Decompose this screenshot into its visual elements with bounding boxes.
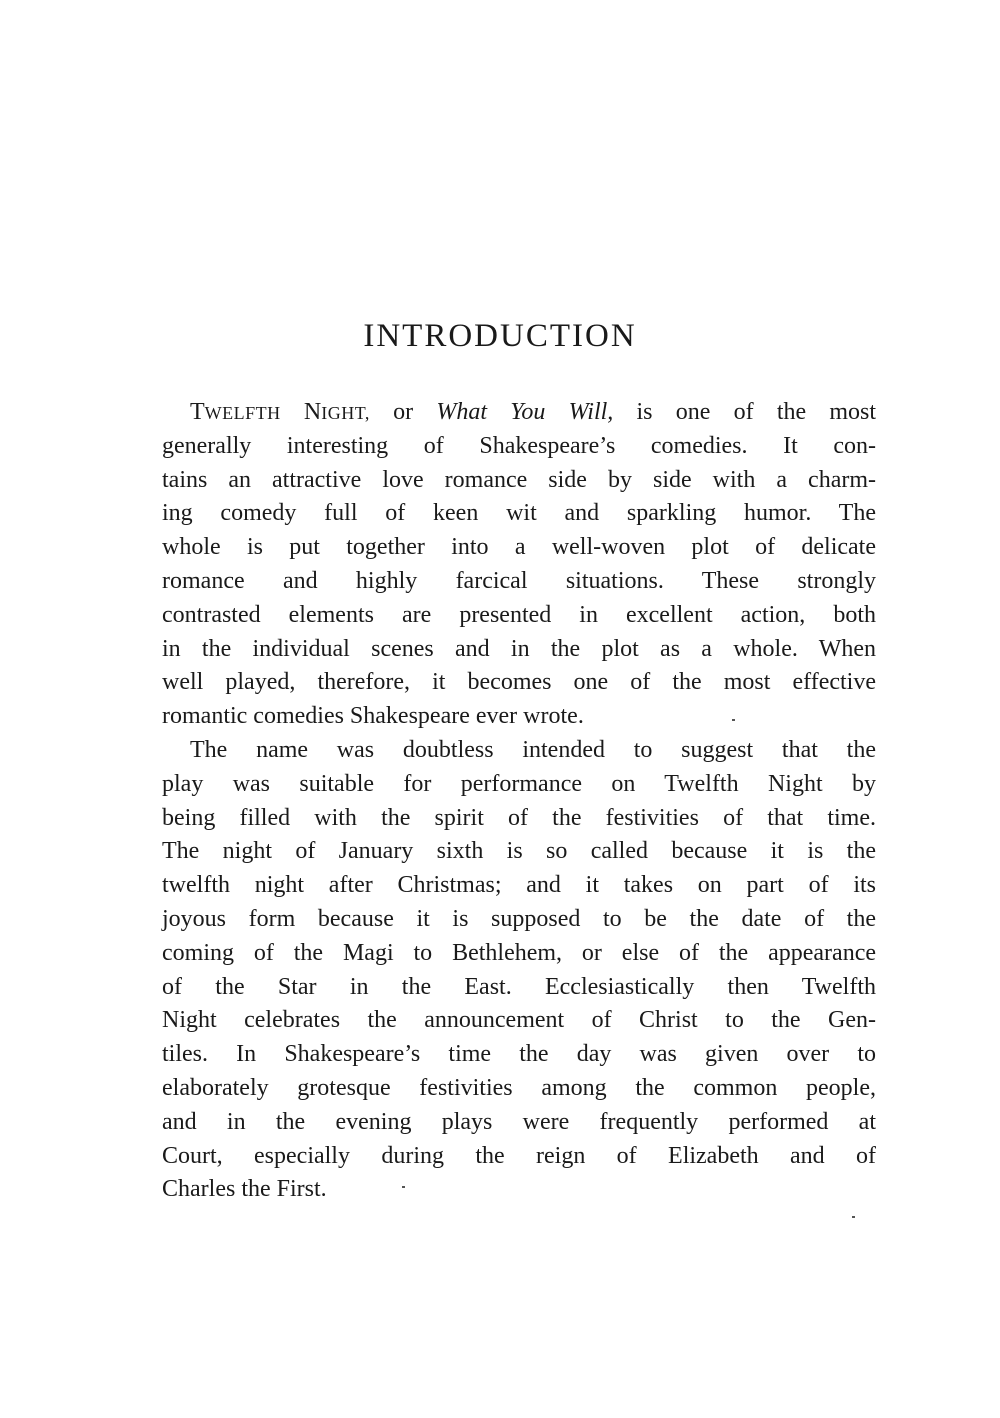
introduction-body [162, 396, 876, 1207]
title-small-caps-welfth: WELFTH [204, 403, 281, 423]
text-line: tiles. In Shakespeare’s time the day was given over to [162, 1041, 876, 1068]
paragraph-2 [162, 734, 876, 1207]
text-line: being filled with the spirit of the festivities of that time. [162, 804, 876, 831]
text-line: and in the evening plays were frequently performed at [162, 1108, 876, 1135]
text-line: The night of January sixth is so called because it is the [162, 838, 876, 865]
title-small-caps-ight: IGHT, [321, 403, 370, 423]
print-speck [852, 1216, 855, 1218]
text-line: in the individual scenes and in the plot as a whole. When [162, 635, 876, 662]
text-line: elaborately grotesque festivities among the common people, [162, 1074, 876, 1101]
text-line: twelfth night after Christmas; and it takes on part of its [162, 872, 876, 899]
paragraph-1-line-1 [162, 396, 876, 430]
text-line: ing comedy full of keen wit and sparkling humor. The [162, 500, 876, 527]
text-line: of the Star in the East. Ecclesiastically then Twelfth [162, 973, 876, 1000]
text-line: The name was doubtless intended to suggest that the [190, 736, 876, 763]
page-heading: INTRODUCTION [363, 318, 637, 354]
text-line: contrasted elements are presented in excellent action, both [162, 601, 876, 628]
play-subtitle: What You Will, [436, 399, 614, 425]
text-line: romantic comedies Shakespeare ever wrote. [162, 703, 584, 730]
print-speck [732, 719, 735, 721]
text-line: play was suitable for performance on Twelfth Night by [162, 770, 876, 797]
title-initial-t: T [190, 399, 205, 425]
paragraph-1 [162, 396, 876, 734]
text-line: Court, especially during the reign of Elizabeth and of [162, 1142, 876, 1169]
text-line: whole is put together into a well-woven plot of delicate [162, 534, 876, 561]
text-line: Night celebrates the announcement of Christ to the Gen- [162, 1007, 876, 1034]
print-speck [402, 1186, 405, 1188]
text-line: tains an attractive love romance side by side with a charm- [162, 466, 876, 493]
text-line: joyous form because it is supposed to be the date of the [162, 905, 876, 932]
line-1-rest: is one of the most [636, 399, 877, 425]
or-word: or [393, 399, 414, 425]
text-line: romance and highly farcical situations. These strongly [162, 567, 876, 594]
text-line: well played, therefore, it becomes one of the most effective [162, 669, 876, 696]
text-line: Charles the First. [162, 1176, 327, 1203]
text-line: generally interesting of Shakespeare’s comedies. It con- [162, 432, 876, 459]
title-initial-n: N [303, 399, 322, 425]
text-line: coming of the Magi to Bethlehem, or else of the appearance [162, 939, 876, 966]
